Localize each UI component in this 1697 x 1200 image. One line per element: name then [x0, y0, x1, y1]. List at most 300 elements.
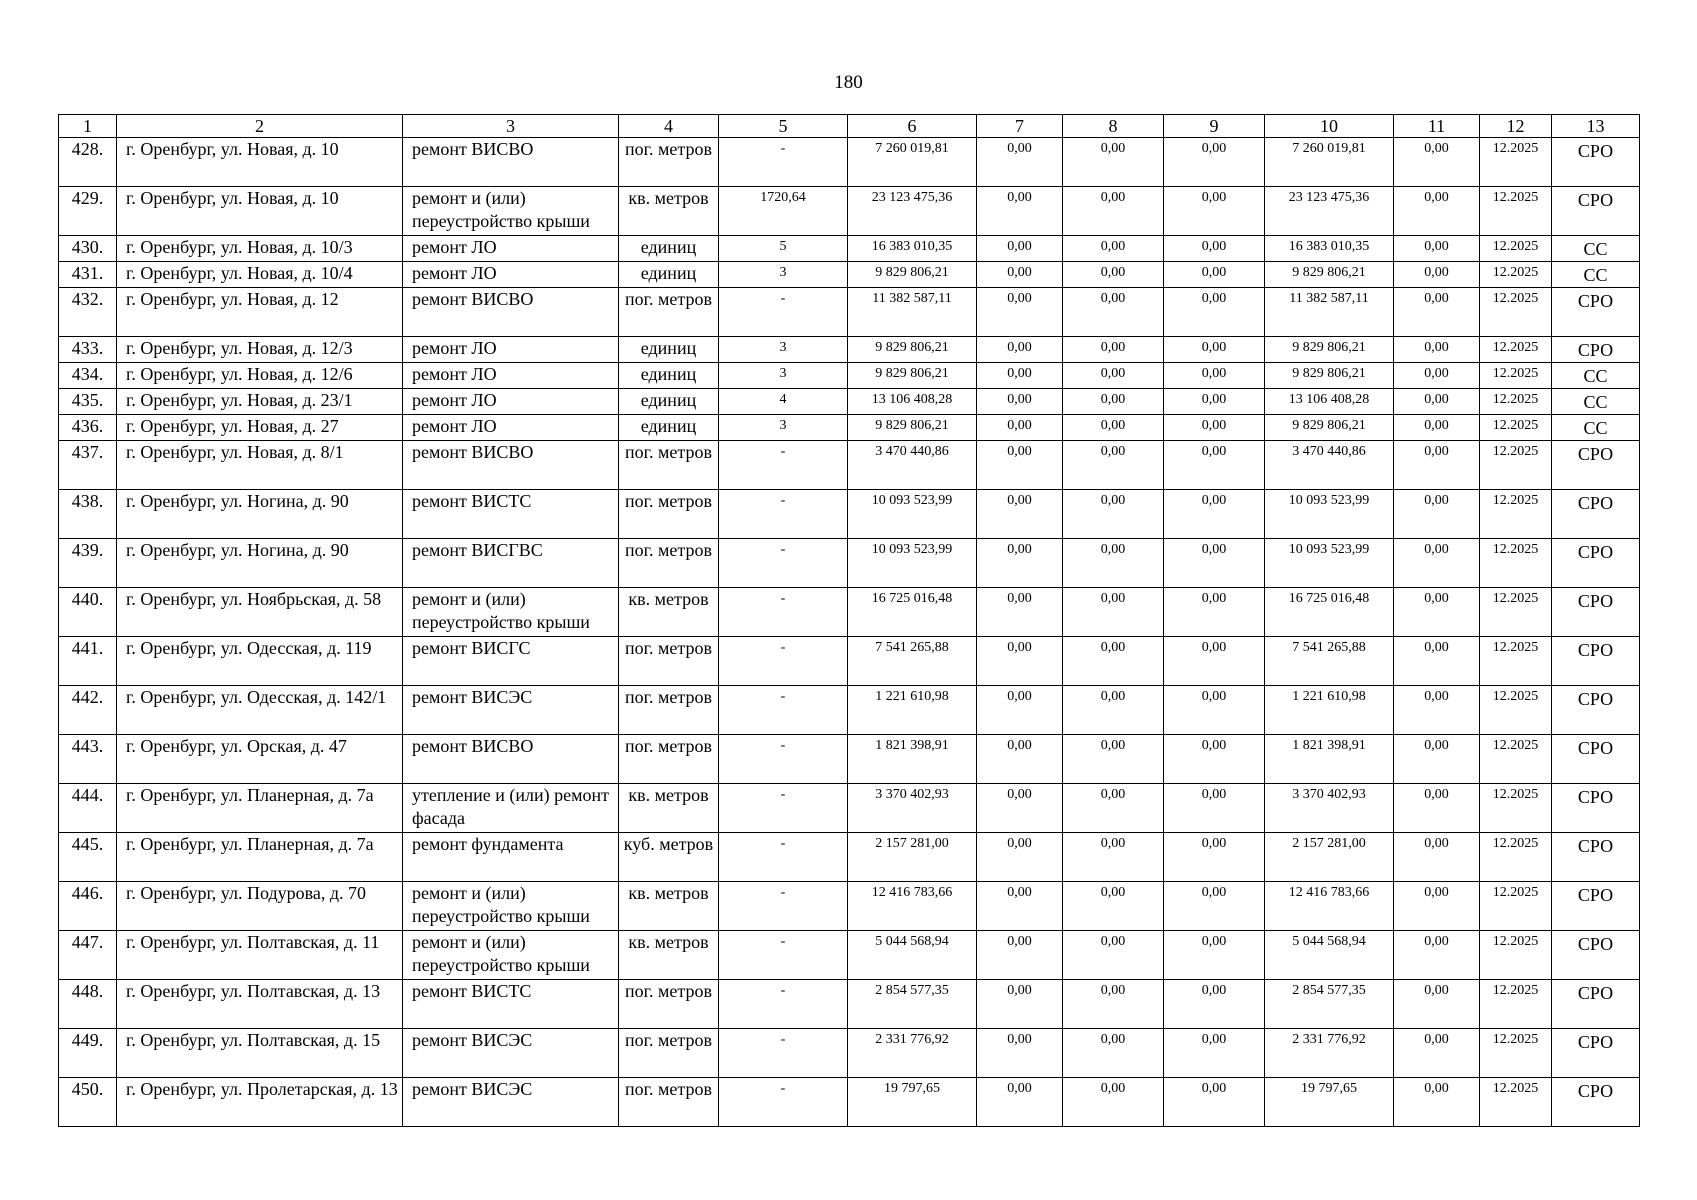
total-cost-cell: 7 541 265,88: [848, 637, 977, 686]
table-row: [59, 236, 1640, 262]
method-cell: СС: [1552, 389, 1640, 415]
federal-funds-cell: 0,00: [977, 784, 1063, 833]
row-number: 437.: [59, 441, 117, 490]
address-cell: г. Оренбург, ул. Новая, д. 12/6: [117, 363, 403, 389]
work-type-cell: ремонт и (или) переустройство крыши: [403, 588, 619, 637]
row-number: 438.: [59, 490, 117, 539]
federal-funds-cell: 0,00: [977, 1029, 1063, 1078]
row-number: 433.: [59, 337, 117, 363]
method-cell: СРО: [1552, 882, 1640, 931]
completion-date-cell: 12.2025: [1480, 389, 1552, 415]
other-funds-cell: 0,00: [1394, 931, 1480, 980]
row-number: 429.: [59, 187, 117, 236]
local-funds-cell: 0,00: [1164, 138, 1265, 187]
work-type-cell: ремонт и (или) переустройство крыши: [403, 931, 619, 980]
local-funds-cell: 0,00: [1164, 588, 1265, 637]
method-cell: СРО: [1552, 187, 1640, 236]
address-cell: г. Оренбург, ул. Орская, д. 47: [117, 735, 403, 784]
other-funds-cell: 0,00: [1394, 490, 1480, 539]
address-cell: г. Оренбург, ул. Планерная, д. 7а: [117, 833, 403, 882]
address-cell: г. Оренбург, ул. Планерная, д. 7а: [117, 784, 403, 833]
unit-cell: кв. метров: [619, 882, 719, 931]
other-funds-cell: 0,00: [1394, 441, 1480, 490]
federal-funds-cell: 0,00: [977, 187, 1063, 236]
completion-date-cell: 12.2025: [1480, 686, 1552, 735]
unit-cell: единиц: [619, 415, 719, 441]
unit-cell: единиц: [619, 389, 719, 415]
federal-funds-cell: 0,00: [977, 637, 1063, 686]
total-cost-cell: 13 106 408,28: [848, 389, 977, 415]
row-number: 449.: [59, 1029, 117, 1078]
work-type-cell: ремонт ВИСТС: [403, 980, 619, 1029]
volume-cell: -: [719, 138, 848, 187]
volume-cell: -: [719, 588, 848, 637]
work-type-cell: ремонт ВИСВО: [403, 735, 619, 784]
row-number: 431.: [59, 262, 117, 288]
regional-funds-cell: 0,00: [1063, 588, 1164, 637]
completion-date-cell: 12.2025: [1480, 490, 1552, 539]
completion-date-cell: 12.2025: [1480, 288, 1552, 337]
federal-funds-cell: 0,00: [977, 337, 1063, 363]
federal-funds-cell: 0,00: [977, 389, 1063, 415]
column-header: 9: [1164, 115, 1265, 138]
owner-funds-cell: 11 382 587,11: [1265, 288, 1394, 337]
federal-funds-cell: 0,00: [977, 931, 1063, 980]
column-header: 2: [117, 115, 403, 138]
local-funds-cell: 0,00: [1164, 490, 1265, 539]
column-number-row: [59, 115, 1640, 138]
regional-funds-cell: 0,00: [1063, 187, 1164, 236]
row-number: 436.: [59, 415, 117, 441]
federal-funds-cell: 0,00: [977, 415, 1063, 441]
work-type-cell: ремонт ЛО: [403, 415, 619, 441]
table-row: [59, 288, 1640, 337]
unit-cell: пог. метров: [619, 1029, 719, 1078]
federal-funds-cell: 0,00: [977, 288, 1063, 337]
completion-date-cell: 12.2025: [1480, 588, 1552, 637]
completion-date-cell: 12.2025: [1480, 441, 1552, 490]
unit-cell: кв. метров: [619, 931, 719, 980]
regional-funds-cell: 0,00: [1063, 931, 1164, 980]
local-funds-cell: 0,00: [1164, 262, 1265, 288]
other-funds-cell: 0,00: [1394, 288, 1480, 337]
work-type-cell: ремонт фундамента: [403, 833, 619, 882]
unit-cell: пог. метров: [619, 1078, 719, 1127]
address-cell: г. Оренбург, ул. Новая, д. 10/3: [117, 236, 403, 262]
method-cell: СС: [1552, 262, 1640, 288]
unit-cell: пог. метров: [619, 138, 719, 187]
table-row: [59, 784, 1640, 833]
other-funds-cell: 0,00: [1394, 539, 1480, 588]
federal-funds-cell: 0,00: [977, 363, 1063, 389]
address-cell: г. Оренбург, ул. Полтавская, д. 15: [117, 1029, 403, 1078]
volume-cell: 5: [719, 236, 848, 262]
method-cell: СРО: [1552, 833, 1640, 882]
column-header: 3: [403, 115, 619, 138]
volume-cell: 1720,64: [719, 187, 848, 236]
unit-cell: пог. метров: [619, 735, 719, 784]
volume-cell: 3: [719, 415, 848, 441]
regional-funds-cell: 0,00: [1063, 784, 1164, 833]
volume-cell: 4: [719, 389, 848, 415]
method-cell: СРО: [1552, 138, 1640, 187]
volume-cell: -: [719, 980, 848, 1029]
total-cost-cell: 5 044 568,94: [848, 931, 977, 980]
completion-date-cell: 12.2025: [1480, 187, 1552, 236]
unit-cell: пог. метров: [619, 539, 719, 588]
row-number: 448.: [59, 980, 117, 1029]
other-funds-cell: 0,00: [1394, 833, 1480, 882]
total-cost-cell: 2 157 281,00: [848, 833, 977, 882]
regional-funds-cell: 0,00: [1063, 262, 1164, 288]
unit-cell: единиц: [619, 337, 719, 363]
owner-funds-cell: 1 221 610,98: [1265, 686, 1394, 735]
work-type-cell: ремонт ЛО: [403, 363, 619, 389]
owner-funds-cell: 7 541 265,88: [1265, 637, 1394, 686]
federal-funds-cell: 0,00: [977, 980, 1063, 1029]
method-cell: СРО: [1552, 784, 1640, 833]
local-funds-cell: 0,00: [1164, 882, 1265, 931]
method-cell: СРО: [1552, 980, 1640, 1029]
total-cost-cell: 12 416 783,66: [848, 882, 977, 931]
unit-cell: кв. метров: [619, 187, 719, 236]
other-funds-cell: 0,00: [1394, 784, 1480, 833]
method-cell: СРО: [1552, 1078, 1640, 1127]
total-cost-cell: 11 382 587,11: [848, 288, 977, 337]
table-body: [59, 138, 1640, 1127]
federal-funds-cell: 0,00: [977, 539, 1063, 588]
volume-cell: -: [719, 882, 848, 931]
local-funds-cell: 0,00: [1164, 363, 1265, 389]
federal-funds-cell: 0,00: [977, 262, 1063, 288]
regional-funds-cell: 0,00: [1063, 735, 1164, 784]
volume-cell: -: [719, 288, 848, 337]
table-row: [59, 833, 1640, 882]
unit-cell: пог. метров: [619, 441, 719, 490]
local-funds-cell: 0,00: [1164, 784, 1265, 833]
federal-funds-cell: 0,00: [977, 236, 1063, 262]
row-number: 444.: [59, 784, 117, 833]
regional-funds-cell: 0,00: [1063, 415, 1164, 441]
other-funds-cell: 0,00: [1394, 138, 1480, 187]
row-number: 442.: [59, 686, 117, 735]
row-number: 435.: [59, 389, 117, 415]
address-cell: г. Оренбург, ул. Полтавская, д. 11: [117, 931, 403, 980]
regional-funds-cell: 0,00: [1063, 833, 1164, 882]
regional-funds-cell: 0,00: [1063, 539, 1164, 588]
table-row: [59, 337, 1640, 363]
total-cost-cell: 9 829 806,21: [848, 363, 977, 389]
owner-funds-cell: 10 093 523,99: [1265, 539, 1394, 588]
address-cell: г. Оренбург, ул. Новая, д. 10/4: [117, 262, 403, 288]
row-number: 446.: [59, 882, 117, 931]
regional-funds-cell: 0,00: [1063, 980, 1164, 1029]
completion-date-cell: 12.2025: [1480, 833, 1552, 882]
method-cell: СРО: [1552, 686, 1640, 735]
federal-funds-cell: 0,00: [977, 588, 1063, 637]
table-row: [59, 1078, 1640, 1127]
row-number: 445.: [59, 833, 117, 882]
row-number: 440.: [59, 588, 117, 637]
volume-cell: -: [719, 637, 848, 686]
local-funds-cell: 0,00: [1164, 833, 1265, 882]
volume-cell: -: [719, 931, 848, 980]
owner-funds-cell: 16 383 010,35: [1265, 236, 1394, 262]
address-cell: г. Оренбург, ул. Новая, д. 12/3: [117, 337, 403, 363]
local-funds-cell: 0,00: [1164, 389, 1265, 415]
completion-date-cell: 12.2025: [1480, 236, 1552, 262]
work-type-cell: ремонт и (или) переустройство крыши: [403, 882, 619, 931]
method-cell: СРО: [1552, 490, 1640, 539]
owner-funds-cell: 2 331 776,92: [1265, 1029, 1394, 1078]
regional-funds-cell: 0,00: [1063, 441, 1164, 490]
column-header: 11: [1394, 115, 1480, 138]
local-funds-cell: 0,00: [1164, 686, 1265, 735]
table-row: [59, 931, 1640, 980]
regional-funds-cell: 0,00: [1063, 236, 1164, 262]
address-cell: г. Оренбург, ул. Новая, д. 10: [117, 187, 403, 236]
local-funds-cell: 0,00: [1164, 187, 1265, 236]
other-funds-cell: 0,00: [1394, 337, 1480, 363]
address-cell: г. Оренбург, ул. Ноябрьская, д. 58: [117, 588, 403, 637]
local-funds-cell: 0,00: [1164, 1029, 1265, 1078]
regional-funds-cell: 0,00: [1063, 138, 1164, 187]
work-type-cell: ремонт ВИСВО: [403, 138, 619, 187]
table-row: [59, 441, 1640, 490]
method-cell: СС: [1552, 415, 1640, 441]
row-number: 434.: [59, 363, 117, 389]
column-header: 6: [848, 115, 977, 138]
owner-funds-cell: 2 854 577,35: [1265, 980, 1394, 1029]
local-funds-cell: 0,00: [1164, 735, 1265, 784]
volume-cell: -: [719, 784, 848, 833]
method-cell: СРО: [1552, 931, 1640, 980]
local-funds-cell: 0,00: [1164, 637, 1265, 686]
work-type-cell: ремонт ЛО: [403, 262, 619, 288]
unit-cell: кв. метров: [619, 784, 719, 833]
total-cost-cell: 3 470 440,86: [848, 441, 977, 490]
volume-cell: -: [719, 441, 848, 490]
volume-cell: 3: [719, 337, 848, 363]
completion-date-cell: 12.2025: [1480, 1078, 1552, 1127]
regional-funds-cell: 0,00: [1063, 882, 1164, 931]
owner-funds-cell: 1 821 398,91: [1265, 735, 1394, 784]
table-row: [59, 882, 1640, 931]
volume-cell: -: [719, 490, 848, 539]
table-row: [59, 187, 1640, 236]
owner-funds-cell: 16 725 016,48: [1265, 588, 1394, 637]
address-cell: г. Оренбург, ул. Подурова, д. 70: [117, 882, 403, 931]
completion-date-cell: 12.2025: [1480, 980, 1552, 1029]
federal-funds-cell: 0,00: [977, 1078, 1063, 1127]
table-row: [59, 539, 1640, 588]
local-funds-cell: 0,00: [1164, 1078, 1265, 1127]
local-funds-cell: 0,00: [1164, 539, 1265, 588]
table-row: [59, 637, 1640, 686]
table-row: [59, 980, 1640, 1029]
owner-funds-cell: 9 829 806,21: [1265, 262, 1394, 288]
completion-date-cell: 12.2025: [1480, 735, 1552, 784]
local-funds-cell: 0,00: [1164, 931, 1265, 980]
column-header: 12: [1480, 115, 1552, 138]
address-cell: г. Оренбург, ул. Ногина, д. 90: [117, 490, 403, 539]
unit-cell: кв. метров: [619, 588, 719, 637]
address-cell: г. Оренбург, ул. Полтавская, д. 13: [117, 980, 403, 1029]
federal-funds-cell: 0,00: [977, 833, 1063, 882]
column-header: 13: [1552, 115, 1640, 138]
address-cell: г. Оренбург, ул. Одесская, д. 119: [117, 637, 403, 686]
total-cost-cell: 9 829 806,21: [848, 337, 977, 363]
table-row: [59, 415, 1640, 441]
column-header: 10: [1265, 115, 1394, 138]
volume-cell: 3: [719, 262, 848, 288]
owner-funds-cell: 23 123 475,36: [1265, 187, 1394, 236]
work-type-cell: ремонт ВИСВО: [403, 441, 619, 490]
table-row: [59, 389, 1640, 415]
table-row: [59, 1029, 1640, 1078]
column-header: 7: [977, 115, 1063, 138]
completion-date-cell: 12.2025: [1480, 138, 1552, 187]
method-cell: СРО: [1552, 441, 1640, 490]
other-funds-cell: 0,00: [1394, 187, 1480, 236]
local-funds-cell: 0,00: [1164, 288, 1265, 337]
regional-funds-cell: 0,00: [1063, 389, 1164, 415]
other-funds-cell: 0,00: [1394, 389, 1480, 415]
address-cell: г. Оренбург, ул. Пролетарская, д. 13: [117, 1078, 403, 1127]
method-cell: СРО: [1552, 1029, 1640, 1078]
row-number: 430.: [59, 236, 117, 262]
regional-funds-cell: 0,00: [1063, 288, 1164, 337]
method-cell: СРО: [1552, 539, 1640, 588]
volume-cell: 3: [719, 363, 848, 389]
volume-cell: -: [719, 539, 848, 588]
volume-cell: -: [719, 686, 848, 735]
total-cost-cell: 10 093 523,99: [848, 539, 977, 588]
owner-funds-cell: 9 829 806,21: [1265, 363, 1394, 389]
unit-cell: пог. метров: [619, 980, 719, 1029]
work-type-cell: ремонт ЛО: [403, 337, 619, 363]
other-funds-cell: 0,00: [1394, 882, 1480, 931]
completion-date-cell: 12.2025: [1480, 337, 1552, 363]
row-number: 447.: [59, 931, 117, 980]
address-cell: г. Оренбург, ул. Новая, д. 23/1: [117, 389, 403, 415]
table-row: [59, 735, 1640, 784]
total-cost-cell: 9 829 806,21: [848, 415, 977, 441]
other-funds-cell: 0,00: [1394, 236, 1480, 262]
local-funds-cell: 0,00: [1164, 441, 1265, 490]
other-funds-cell: 0,00: [1394, 735, 1480, 784]
table-row: [59, 363, 1640, 389]
regional-funds-cell: 0,00: [1063, 637, 1164, 686]
completion-date-cell: 12.2025: [1480, 882, 1552, 931]
other-funds-cell: 0,00: [1394, 1078, 1480, 1127]
volume-cell: -: [719, 735, 848, 784]
method-cell: СРО: [1552, 588, 1640, 637]
method-cell: СС: [1552, 363, 1640, 389]
federal-funds-cell: 0,00: [977, 138, 1063, 187]
other-funds-cell: 0,00: [1394, 637, 1480, 686]
volume-cell: -: [719, 833, 848, 882]
federal-funds-cell: 0,00: [977, 735, 1063, 784]
owner-funds-cell: 2 157 281,00: [1265, 833, 1394, 882]
work-type-cell: ремонт и (или) переустройство крыши: [403, 187, 619, 236]
unit-cell: пог. метров: [619, 288, 719, 337]
row-number: 428.: [59, 138, 117, 187]
owner-funds-cell: 13 106 408,28: [1265, 389, 1394, 415]
other-funds-cell: 0,00: [1394, 588, 1480, 637]
address-cell: г. Оренбург, ул. Новая, д. 8/1: [117, 441, 403, 490]
regional-funds-cell: 0,00: [1063, 337, 1164, 363]
method-cell: СРО: [1552, 637, 1640, 686]
other-funds-cell: 0,00: [1394, 262, 1480, 288]
owner-funds-cell: 10 093 523,99: [1265, 490, 1394, 539]
total-cost-cell: 10 093 523,99: [848, 490, 977, 539]
table-row: [59, 686, 1640, 735]
total-cost-cell: 23 123 475,36: [848, 187, 977, 236]
other-funds-cell: 0,00: [1394, 415, 1480, 441]
other-funds-cell: 0,00: [1394, 363, 1480, 389]
federal-funds-cell: 0,00: [977, 686, 1063, 735]
other-funds-cell: 0,00: [1394, 980, 1480, 1029]
table-row: [59, 588, 1640, 637]
completion-date-cell: 12.2025: [1480, 784, 1552, 833]
work-type-cell: ремонт ВИСЭС: [403, 1078, 619, 1127]
federal-funds-cell: 0,00: [977, 441, 1063, 490]
local-funds-cell: 0,00: [1164, 337, 1265, 363]
regional-funds-cell: 0,00: [1063, 490, 1164, 539]
total-cost-cell: 3 370 402,93: [848, 784, 977, 833]
total-cost-cell: 16 383 010,35: [848, 236, 977, 262]
unit-cell: пог. метров: [619, 490, 719, 539]
address-cell: г. Оренбург, ул. Новая, д. 10: [117, 138, 403, 187]
total-cost-cell: 9 829 806,21: [848, 262, 977, 288]
total-cost-cell: 7 260 019,81: [848, 138, 977, 187]
regional-funds-cell: 0,00: [1063, 1029, 1164, 1078]
owner-funds-cell: 19 797,65: [1265, 1078, 1394, 1127]
local-funds-cell: 0,00: [1164, 236, 1265, 262]
owner-funds-cell: 12 416 783,66: [1265, 882, 1394, 931]
other-funds-cell: 0,00: [1394, 686, 1480, 735]
total-cost-cell: 1 821 398,91: [848, 735, 977, 784]
method-cell: СРО: [1552, 337, 1640, 363]
other-funds-cell: 0,00: [1394, 1029, 1480, 1078]
volume-cell: -: [719, 1078, 848, 1127]
work-type-cell: ремонт ЛО: [403, 236, 619, 262]
row-number: 450.: [59, 1078, 117, 1127]
unit-cell: единиц: [619, 262, 719, 288]
work-type-cell: утепление и (или) ремонт фасада: [403, 784, 619, 833]
completion-date-cell: 12.2025: [1480, 1029, 1552, 1078]
address-cell: г. Оренбург, ул. Одесская, д. 142/1: [117, 686, 403, 735]
total-cost-cell: 2 854 577,35: [848, 980, 977, 1029]
owner-funds-cell: 7 260 019,81: [1265, 138, 1394, 187]
owner-funds-cell: 9 829 806,21: [1265, 415, 1394, 441]
owner-funds-cell: 9 829 806,21: [1265, 337, 1394, 363]
owner-funds-cell: 3 470 440,86: [1265, 441, 1394, 490]
regional-funds-cell: 0,00: [1063, 686, 1164, 735]
federal-funds-cell: 0,00: [977, 882, 1063, 931]
work-type-cell: ремонт ВИСТС: [403, 490, 619, 539]
completion-date-cell: 12.2025: [1480, 415, 1552, 441]
work-type-cell: ремонт ВИСВО: [403, 288, 619, 337]
column-header: 8: [1063, 115, 1164, 138]
column-header: 1: [59, 115, 117, 138]
volume-cell: -: [719, 1029, 848, 1078]
table-row: [59, 490, 1640, 539]
total-cost-cell: 19 797,65: [848, 1078, 977, 1127]
unit-cell: единиц: [619, 236, 719, 262]
row-number: 432.: [59, 288, 117, 337]
